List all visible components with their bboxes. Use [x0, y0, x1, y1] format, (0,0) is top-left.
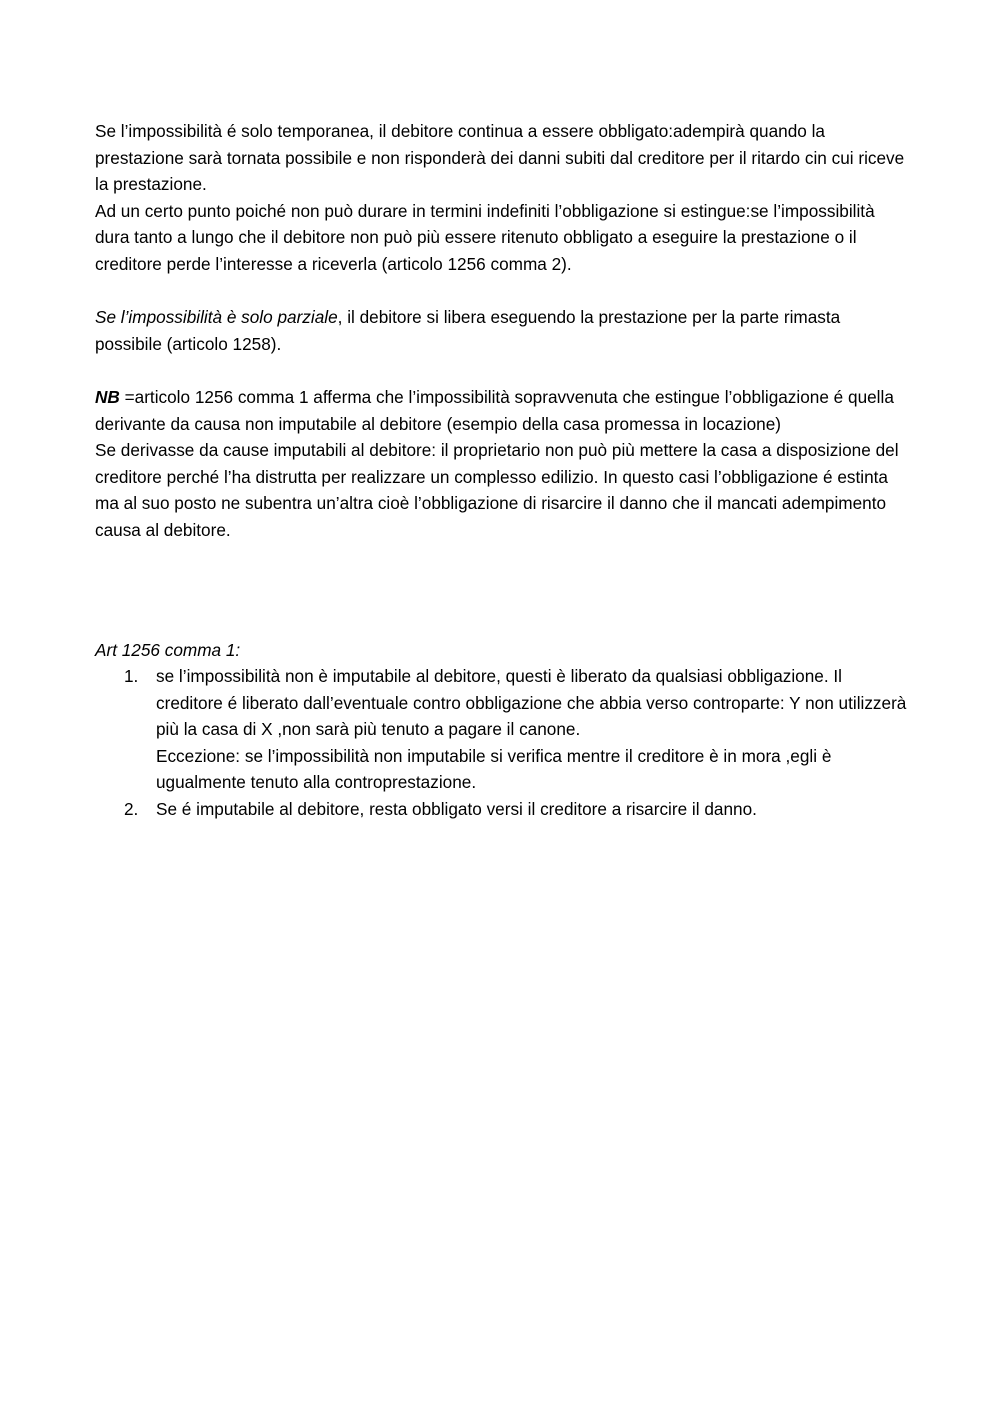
- paragraph-temporary-impossibility: Se l’impossibilità é solo temporanea, il debitore continua a essere obbligato:adempirà quando la prestazione sarà tornata possibile e non risponderà dei danni subiti dal creditore per il ritardo cin cui riceve la prestazione.: [95, 121, 905, 195]
- paragraph-extinction: Ad un certo punto poiché non può durare in termini indefiniti l’obbligazione si estingue:se l’impossibilità dura tanto a lungo che il debitore non può più essere ritenuto obbligato a eseguire la prestazione o il creditore perde l’interesse a riceverla (articolo 1256 comma 2).: [95, 200, 875, 274]
- list-item-text: se l’impossibilità non è imputabile al debitore, questi è liberato da qualsiasi obbligazione. Il creditore é liberato dall’eventuale contro obbligazione che abbia verso controparte: Y non utilizzerà più la casa di X ,non sarà più tenuto a pagare il canone.: [156, 666, 907, 740]
- paragraph-partial-impossibility: [95, 304, 910, 357]
- partial-impossibility-italic: Se l’impossibilità è solo parziale: [95, 307, 338, 328]
- document-page: [95, 118, 910, 823]
- nb-label: NB: [95, 386, 120, 407]
- paragraph-nb: [95, 384, 910, 437]
- spacer: [95, 544, 910, 637]
- list-item-exception: Eccezione: se l’impossibilità non imputabile si verifica mentre il creditore è in mora ,egli è ugualmente tenuto alla controprestazione.: [156, 745, 832, 793]
- list-item-number: 1.: [124, 666, 139, 687]
- paragraph-imputable-causes: Se derivasse da cause imputabili al debitore: il proprietario non può più mettere la casa a disposizione del creditore perché l’ha distrutta per realizzare un complesso edilizio. In questo casi l’obbligazione é estinta ma al suo posto ne subentra un’altra cioè l’obbligazione di risarcire il danno che il mancati adempimento causa al debitore.: [95, 440, 899, 540]
- list-item: [95, 663, 910, 796]
- article-heading: Art 1256 comma 1:: [95, 639, 241, 660]
- spacer: [95, 278, 910, 305]
- nb-text: =articolo 1256 comma 1 afferma che l’impossibilità sopravvenuta che estingue l’obbligazione é quella derivante da causa non imputabile al debitore (esempio della casa promessa in locazione): [95, 386, 894, 434]
- list-item-number: 2.: [124, 799, 139, 820]
- list-item: [95, 796, 910, 823]
- spacer: [95, 357, 910, 384]
- list-item-text: Se é imputabile al debitore, resta obbligato versi il creditore a risarcire il danno.: [156, 799, 757, 820]
- partial-impossibility-text: , il debitore si libera eseguendo la prestazione per la parte rimasta possibile (articolo 1258).: [95, 307, 841, 354]
- article-list: [95, 663, 910, 823]
